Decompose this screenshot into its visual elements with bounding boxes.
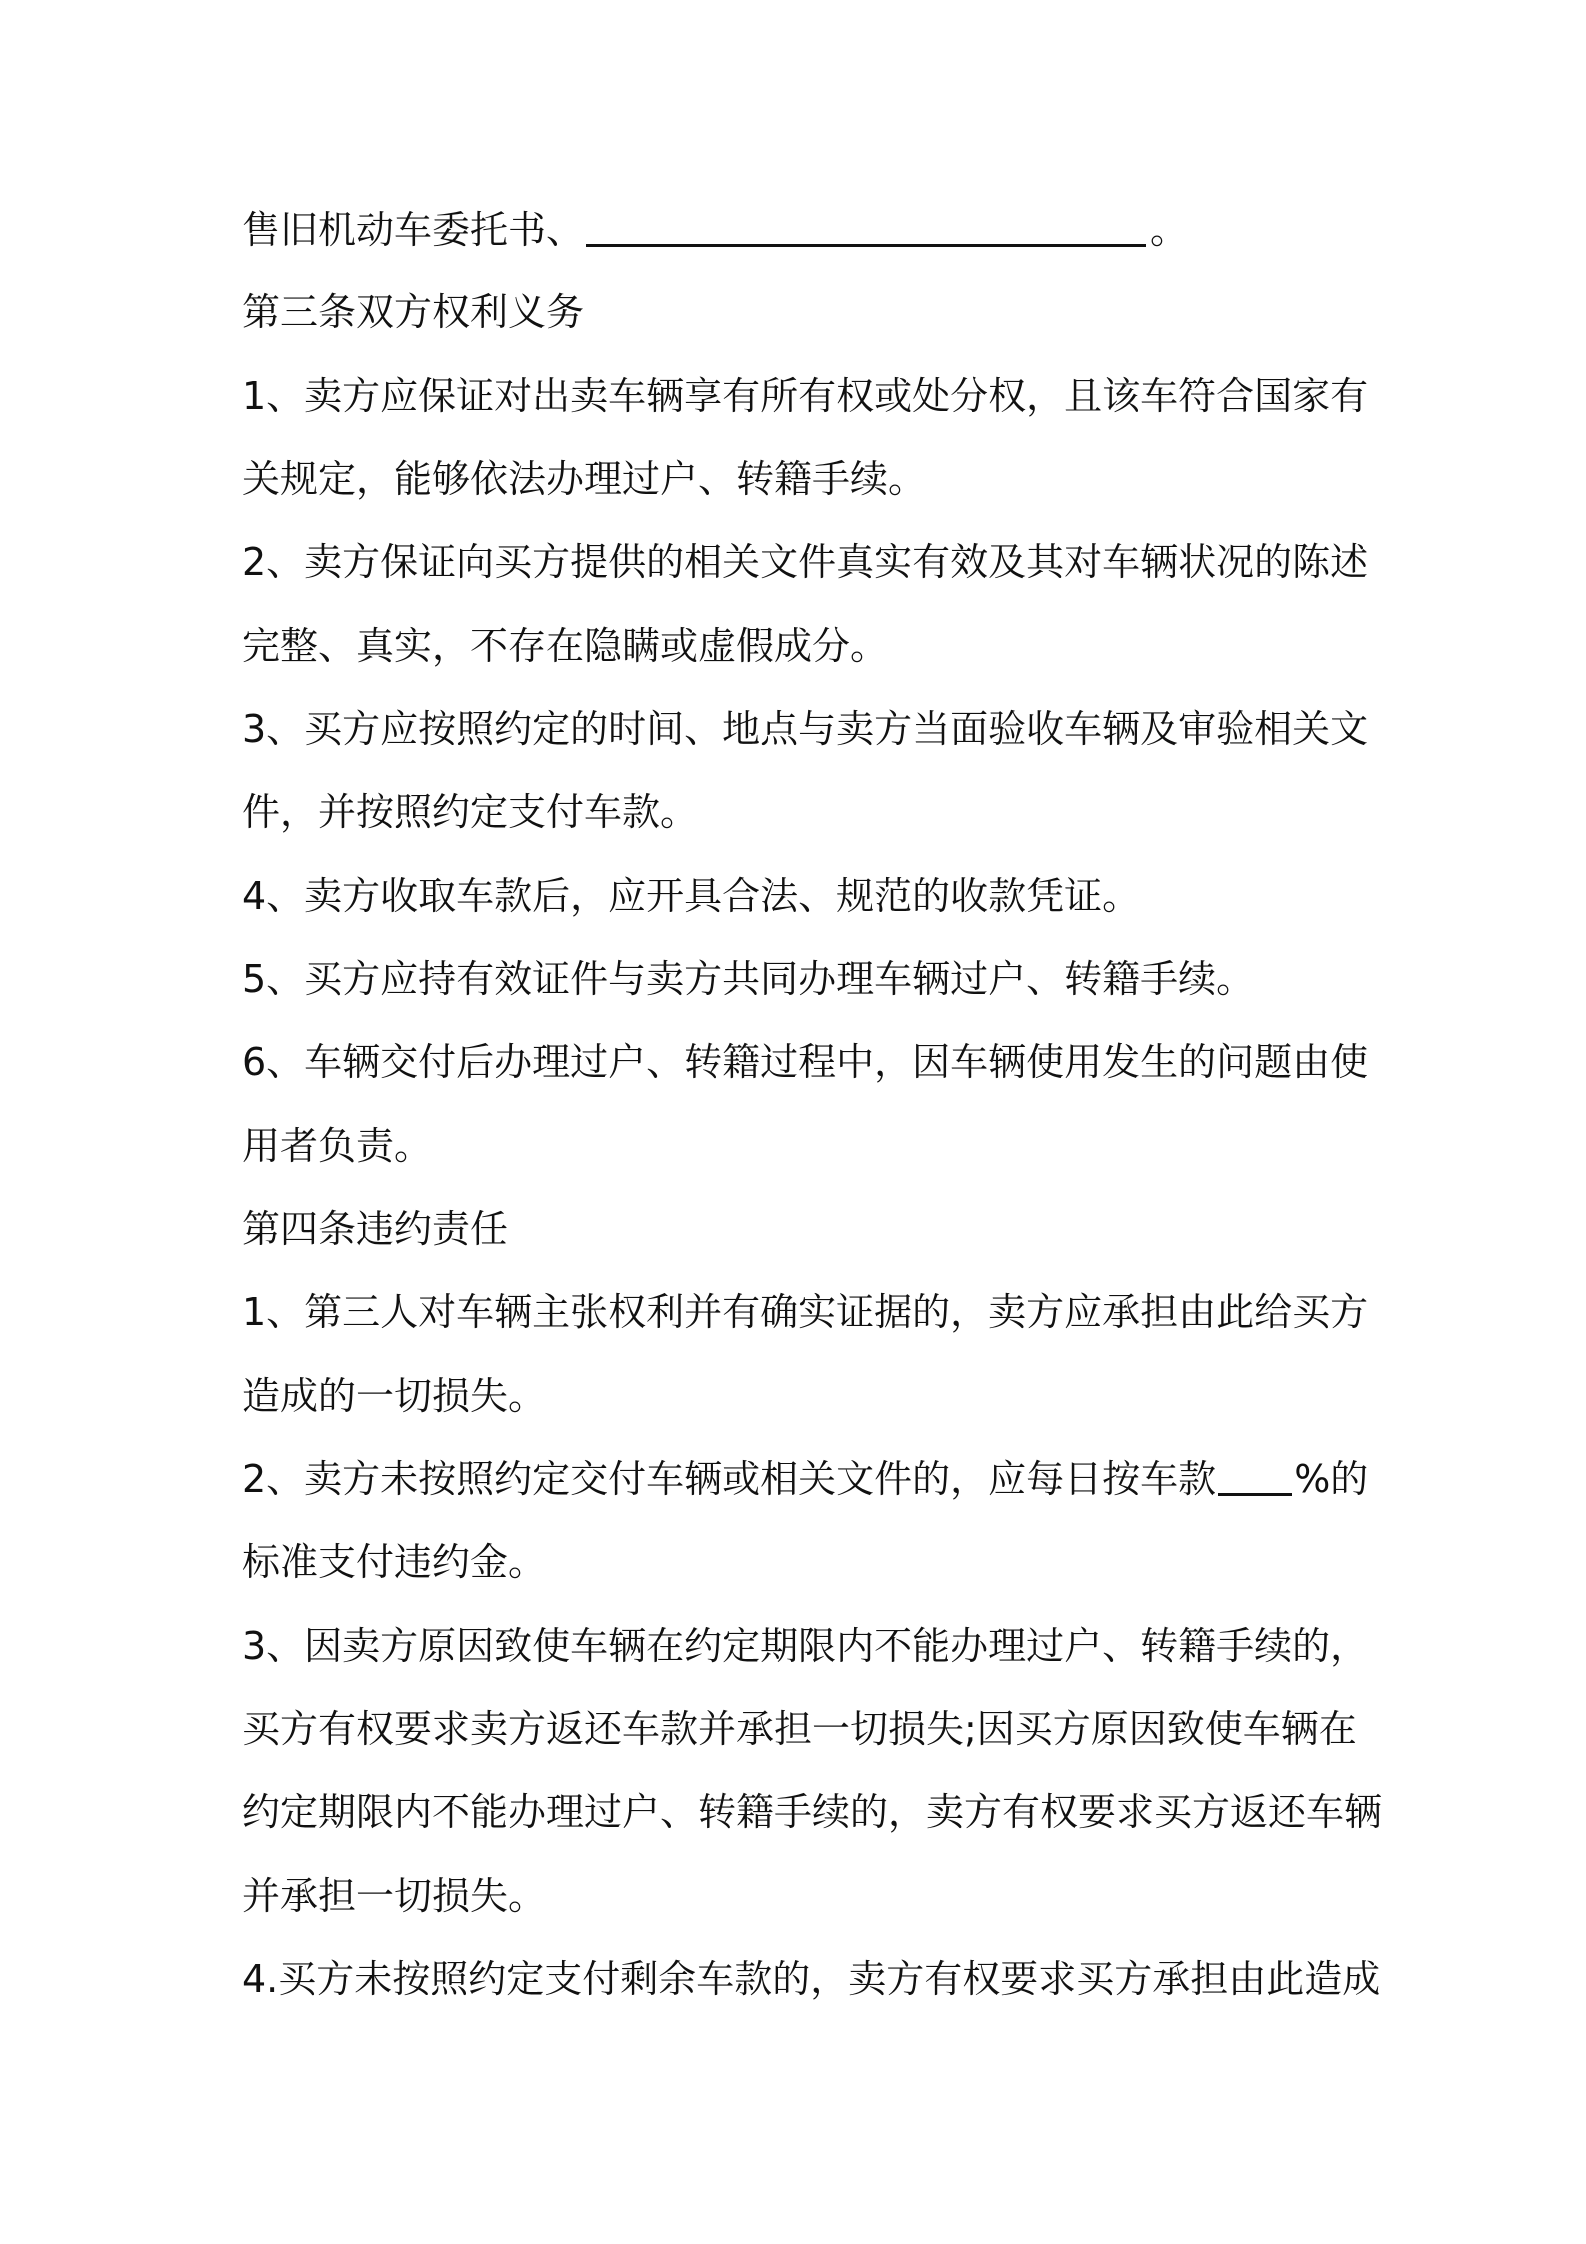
line-text: %的 — [1294, 1457, 1369, 1501]
paragraph-line: 用者负责。 — [242, 1124, 433, 1168]
fill-in-blank — [586, 210, 1146, 247]
paragraph-line: 关规定，能够依法办理过户、转籍手续。 — [242, 457, 927, 501]
paragraph-line: 4、卖方收取车款后，应开具合法、规范的收款凭证。 — [242, 874, 1141, 918]
paragraph-line: 件，并按照约定支付车款。 — [242, 790, 699, 834]
paragraph-line: 2、卖方保证向买方提供的相关文件真实有效及其对车辆状况的陈述 — [242, 540, 1369, 584]
paragraph-line: 约定期限内不能办理过户、转籍手续的，卖方有权要求买方返还车辆 — [242, 1790, 1383, 1834]
paragraph-line: 造成的一切损失。 — [242, 1374, 547, 1418]
paragraph-line: 完整、真实，不存在隐瞒或虚假成分。 — [242, 624, 889, 668]
paragraph-line: 6、车辆交付后办理过户、转籍过程中，因车辆使用发生的问题由使 — [242, 1040, 1369, 1084]
line-text: 2、卖方未按照约定交付车辆或相关文件的，应每日按车款 — [242, 1457, 1217, 1501]
paragraph-line: 标准支付违约金。 — [242, 1540, 547, 1584]
paragraph-line — [242, 206, 1362, 254]
paragraph-line: 3、买方应按照约定的时间、地点与卖方当面验收车辆及审验相关文 — [242, 707, 1369, 751]
paragraph-line: 5、买方应持有效证件与卖方共同办理车辆过户、转籍手续。 — [242, 957, 1255, 1001]
paragraph-line — [242, 1455, 1369, 1503]
section-heading: 第四条违约责任 — [242, 1207, 509, 1251]
section-heading: 第三条双方权利义务 — [242, 290, 585, 334]
paragraph-line: 3、因卖方原因致使车辆在约定期限内不能办理过户、转籍手续的， — [242, 1624, 1369, 1668]
fill-in-blank — [1218, 1459, 1292, 1496]
paragraph-line: 1、卖方应保证对出卖车辆享有所有权或处分权，且该车符合国家有 — [242, 374, 1369, 418]
paragraph-line: 并承担一切损失。 — [242, 1874, 547, 1918]
line-text: 售旧机动车委托书、 — [242, 208, 585, 252]
paragraph-line: 1、第三人对车辆主张权利并有确实证据的，卖方应承担由此给买方 — [242, 1290, 1369, 1334]
paragraph-line: 买方有权要求卖方返还车款并承担一切损失;因买方原因致使车辆在 — [242, 1707, 1357, 1751]
line-text: 。 — [1150, 208, 1189, 252]
paragraph-line: 4.买方未按照约定支付剩余车款的，卖方有权要求买方承担由此造成 — [242, 1957, 1381, 2001]
